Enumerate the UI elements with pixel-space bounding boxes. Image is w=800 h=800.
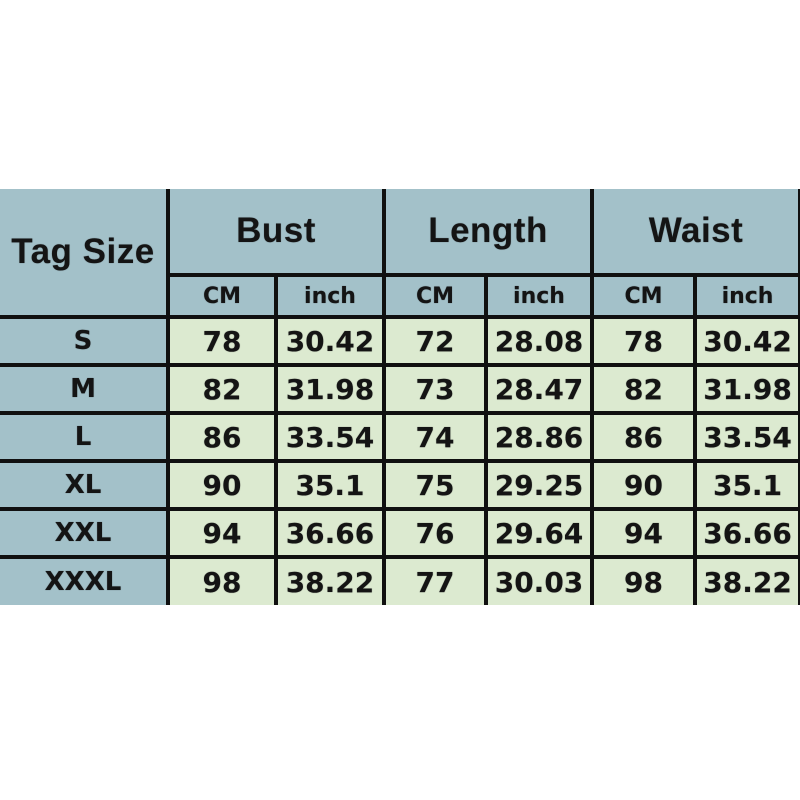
table-row-l bbox=[0, 413, 800, 461]
value-cell: 72 bbox=[384, 317, 486, 365]
value-cell: 78 bbox=[592, 317, 695, 365]
value-cell: 76 bbox=[384, 509, 486, 557]
value-cell: 29.25 bbox=[486, 461, 592, 509]
unit-header-bust-cm: CM bbox=[168, 275, 276, 317]
value-cell: 30.42 bbox=[276, 317, 384, 365]
value-cell: 30.03 bbox=[486, 557, 592, 605]
value-cell: 35.1 bbox=[276, 461, 384, 509]
value-cell: 78 bbox=[168, 317, 276, 365]
value-cell: 86 bbox=[168, 413, 276, 461]
value-cell: 35.1 bbox=[695, 461, 800, 509]
table-row-m bbox=[0, 365, 800, 413]
value-cell: 73 bbox=[384, 365, 486, 413]
value-cell: 90 bbox=[168, 461, 276, 509]
value-cell: 29.64 bbox=[486, 509, 592, 557]
value-cell: 86 bbox=[592, 413, 695, 461]
table-row-xxxl bbox=[0, 557, 800, 605]
size-label: XXL bbox=[0, 509, 168, 557]
unit-header-length-cm: CM bbox=[384, 275, 486, 317]
unit-header-bust-inch: inch bbox=[276, 275, 384, 317]
value-cell: 77 bbox=[384, 557, 486, 605]
value-cell: 82 bbox=[592, 365, 695, 413]
table-row-s bbox=[0, 317, 800, 365]
value-cell: 90 bbox=[592, 461, 695, 509]
value-cell: 28.47 bbox=[486, 365, 592, 413]
size-label: M bbox=[0, 365, 168, 413]
value-cell: 98 bbox=[592, 557, 695, 605]
value-cell: 33.54 bbox=[695, 413, 800, 461]
value-cell: 38.22 bbox=[276, 557, 384, 605]
size-label: L bbox=[0, 413, 168, 461]
value-cell: 31.98 bbox=[695, 365, 800, 413]
unit-header-length-inch: inch bbox=[486, 275, 592, 317]
size-chart-table bbox=[0, 189, 800, 605]
value-cell: 33.54 bbox=[276, 413, 384, 461]
value-cell: 75 bbox=[384, 461, 486, 509]
value-cell: 36.66 bbox=[276, 509, 384, 557]
value-cell: 98 bbox=[168, 557, 276, 605]
size-label: XXXL bbox=[0, 557, 168, 605]
group-header-bust: Bust bbox=[168, 189, 384, 275]
value-cell: 28.86 bbox=[486, 413, 592, 461]
value-cell: 82 bbox=[168, 365, 276, 413]
value-cell: 31.98 bbox=[276, 365, 384, 413]
corner-header-tag-size: Tag Size bbox=[0, 189, 168, 317]
size-label: S bbox=[0, 317, 168, 365]
value-cell: 94 bbox=[592, 509, 695, 557]
table-row-xl bbox=[0, 461, 800, 509]
value-cell: 38.22 bbox=[695, 557, 800, 605]
group-header-length: Length bbox=[384, 189, 592, 275]
value-cell: 94 bbox=[168, 509, 276, 557]
table-header-row bbox=[0, 189, 800, 275]
unit-header-waist-cm: CM bbox=[592, 275, 695, 317]
group-header-waist: Waist bbox=[592, 189, 800, 275]
value-cell: 30.42 bbox=[695, 317, 800, 365]
unit-header-waist-inch: inch bbox=[695, 275, 800, 317]
size-label: XL bbox=[0, 461, 168, 509]
value-cell: 36.66 bbox=[695, 509, 800, 557]
value-cell: 28.08 bbox=[486, 317, 592, 365]
table-row-xxl bbox=[0, 509, 800, 557]
value-cell: 74 bbox=[384, 413, 486, 461]
